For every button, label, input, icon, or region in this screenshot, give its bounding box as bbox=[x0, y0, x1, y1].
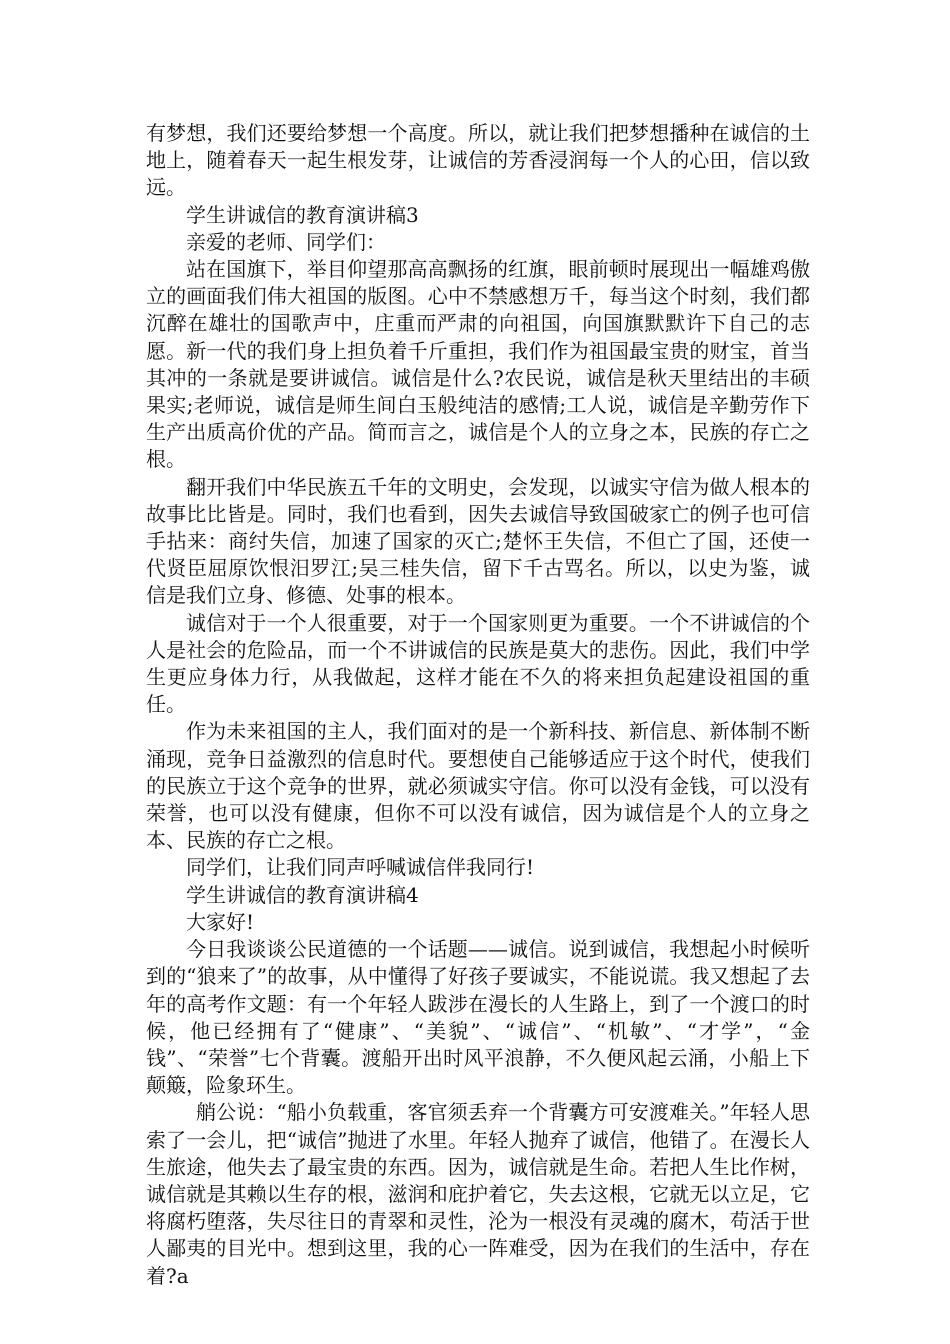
speech-4-greeting: 大家好! bbox=[186, 909, 255, 934]
speech-4-title: 学生讲诚信的教育演讲稿4 bbox=[186, 882, 419, 907]
paragraph-national-flag: 站在国旗下，举目仰望那高高飘扬的红旗，眼前顿时展现出一幅雄鸡傲立的画面我们伟大祖国的版图。心中不禁感想万千，每当这个时刻，我们都沉醉在雄壮的国歌声中，庄重而严肃的向祖国，向国旗默默许下自己的志愿。新一代的我们身上担负着千斤重担，我们作为祖国最宝贵的财宝，首当其冲的一条就是要讲诚信。诚信是什么?农民说，诚信是秋天里结出的丰硕果实;老师说，诚信是师生间白玉般纯洁的感情;工人说，诚信是辛勤劳作下生产出质高价优的产品。简而言之，诚信是个人的立身之本，民族的存亡之根。 bbox=[146, 257, 810, 472]
paragraph-history: 翻开我们中华民族五千年的文明史，会发现，以诚实守信为做人根本的故事比比皆是。同时，我们也看到，因失去诚信导致国破家亡的例子也可信手拈来：商纣失信，加速了国家的灭亡;楚怀王失信，不但亡了国，还使一代贤臣屈原饮恨汨罗江;吴三桂失信，留下千古骂名。所以，以史为鉴，诚信是我们立身、修德、处事的根本。 bbox=[146, 474, 810, 608]
paragraph-boatman: 艄公说：“船小负载重，客官须丢弃一个背囊方可安渡难关。”年轻人思索了一会儿，把“诚信”抛进了水里。年轻人抛弃了诚信，他错了。在漫长人生旅途，他失去了最宝贵的东西。因为，诚信就是生命。若把人生比作树，诚信就是其赖以生存的根，滋润和庇护着它，失去这根，它就无以立足，它将腐朽堕落，失尽往日的青翠和灵性，沦为一根没有灵魂的腐木，苟活于世人鄙夷的目光中。想到这里，我的心一阵难受，因为在我们的生活中，存在着?a bbox=[146, 1100, 810, 1288]
paragraph-future-masters: 作为未来祖国的主人，我们面对的是一个新科技、新信息、新体制不断涌现，竞争日益激烈的信息时代。要想使自己能够适应于这个时代，使我们的民族立于这个竞争的世界，就必须诚实守信。你可以没有金钱，可以没有荣誉，也可以没有健康，但你不可以没有诚信，因为诚信是个人的立身之本、民族的存亡之根。 bbox=[146, 719, 810, 853]
paragraph-call-to-action: 同学们，让我们同声呼喊诚信伴我同行! bbox=[186, 855, 535, 880]
speech-3-title: 学生讲诚信的教育演讲稿3 bbox=[186, 202, 419, 227]
paragraph-dream-closing: 有梦想，我们还要给梦想一个高度。所以，就让我们把梦想播种在诚信的土地上，随着春天一起生根发芽，让诚信的芳香浸润每一个人的心田，信以致远。 bbox=[146, 121, 810, 200]
document-page bbox=[146, 120, 810, 1290]
speech-3-greeting: 亲爱的老师、同学们： bbox=[186, 229, 386, 254]
paragraph-importance: 诚信对于一个人很重要，对于一个国家则更为重要。一个不讲诚信的个人是社会的危险品，而一个不讲诚信的民族是莫大的悲伤。因此，我们中学生更应身体力行，从我做起，这样才能在不久的将来担负起建设祖国的重任。 bbox=[146, 610, 810, 717]
paragraph-civic-morality: 今日我谈谈公民道德的一个话题——诚信。说到诚信，我想起小时候听到的“狼来了”的故事，从中懂得了好孩子要诚实，不能说谎。我又想起了去年的高考作文题：有一个年轻人跋涉在漫长的人生路上，到了一个渡口的时候，他已经拥有了“健康”、“美貌”、“诚信”、“机敏”、“才学”，“金钱”、“荣誉”七个背囊。渡船开出时风平浪静，不久便风起云涌，小船上下颠簸，险象环生。 bbox=[146, 937, 810, 1098]
